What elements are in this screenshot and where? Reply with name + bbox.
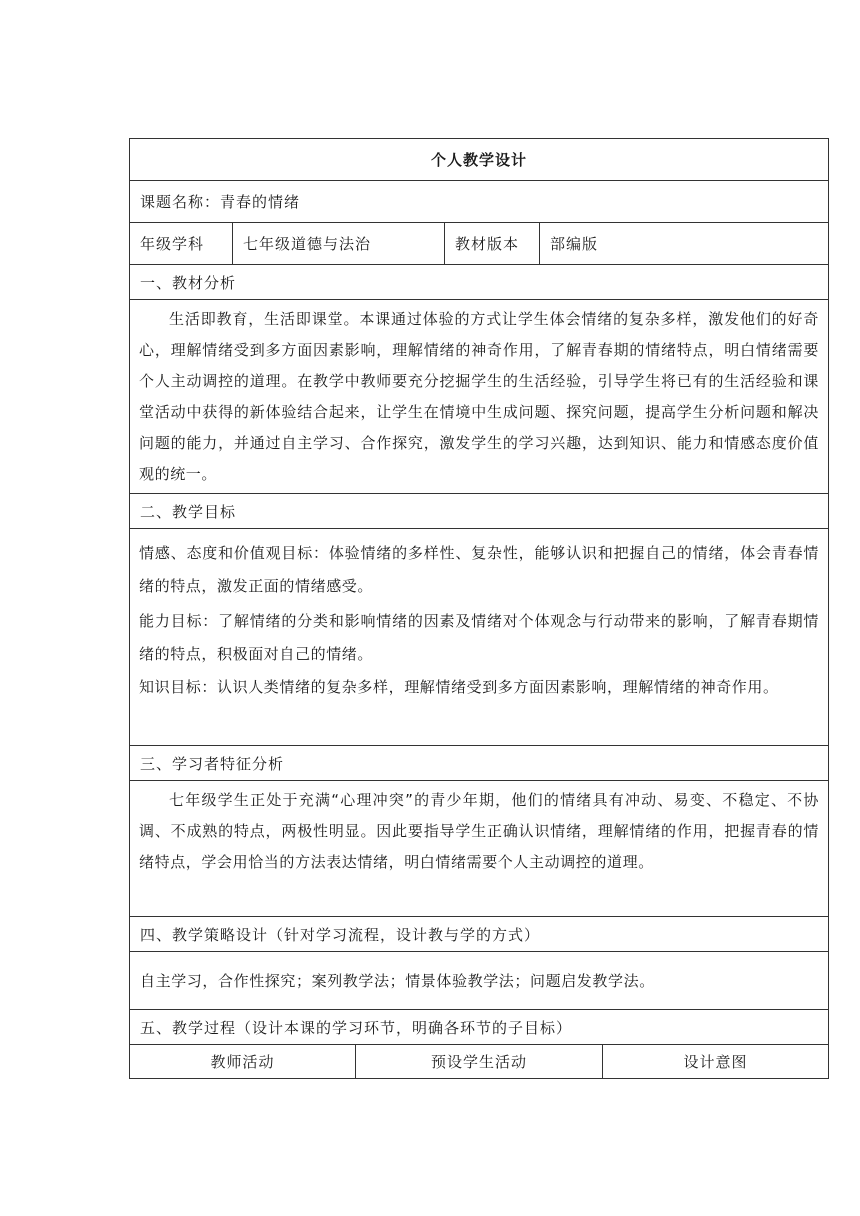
col-teacher-activity: 教师活动 (130, 1045, 356, 1078)
section-goals-heading: 二、教学目标 (129, 494, 829, 529)
section-learner-body (129, 781, 829, 917)
learner-text: 七年级学生正处于充满“心理冲突”的青少年期，他们的情绪具有冲动、易变、不稳定、不协调、不成熟的特点，两极性明显。因此要指导学生正确认识情绪，理解情绪的作用，把握青春的情绪特点，学会用恰当的方法表达情绪，明白情绪需要个人主动调控的道理。 (139, 791, 819, 871)
col-design-intent: 设计意图 (683, 1053, 748, 1071)
grade-label: 年级学科 (130, 223, 233, 264)
col-student-activity: 预设学生活动 (356, 1045, 603, 1078)
grade-edition-row (129, 223, 829, 265)
goal-emotion: 情感、态度和价值观目标：体验情绪的多样性、复杂性，能够认识和把握自己的情绪，体会青春情绪的特点，激发正面的情绪感受。 (139, 544, 819, 595)
course-name: 课题名称：青春的情绪 (129, 181, 829, 223)
grade-value: 七年级道德与法治 (233, 223, 445, 264)
edition-label: 教材版本 (445, 223, 540, 264)
section-learner-heading: 三、学习者特征分析 (129, 746, 829, 781)
goal-ability: 能力目标：了解情绪的分类和影响情绪的因素及情绪对个体观念与行动带来的影响，了解青春期情绪的特点，积极面对自己的情绪。 (139, 612, 819, 663)
material-analysis-text: 生活即教育，生活即课堂。本课通过体验的方式让学生体会情绪的复杂多样，激发他们的好奇心，理解情绪受到多方面因素影响，理解情绪的神奇作用，了解青春期的情绪特点，明白情绪需要个人主动调控的道理。在教学中教师要充分挖掘学生的生活经验，引导学生将已有的生活经验和课堂活动中获得的新体验结合起来，让学生在情境中生成问题、探究问题，提高学生分析问题和解决问题的能力，并通过自主学习、合作探究，激发学生的学习兴趣，达到知识、能力和情感态度价值观的统一。 (139, 310, 819, 483)
process-columns-row (129, 1045, 829, 1079)
goal-knowledge: 知识目标：认识人类情绪的复杂多样，理解情绪受到多方面因素影响，理解情绪的神奇作用。 (139, 678, 779, 696)
edition-value: 部编版 (550, 235, 599, 253)
section-goals-body (129, 529, 829, 746)
section-process-heading: 五、教学过程（设计本课的学习环节，明确各环节的子目标） (129, 1010, 829, 1045)
lesson-plan-table (129, 138, 829, 1079)
section-strategy-body: 自主学习，合作性探究；案列教学法；情景体验教学法；问题启发教学法。 (129, 952, 829, 1010)
section-strategy-heading: 四、教学策略设计（针对学习流程，设计教与学的方式） (129, 917, 829, 952)
section-material-analysis-body (129, 300, 829, 494)
section-material-analysis-heading: 一、教材分析 (129, 265, 829, 300)
table-title: 个人教学设计 (129, 138, 829, 181)
